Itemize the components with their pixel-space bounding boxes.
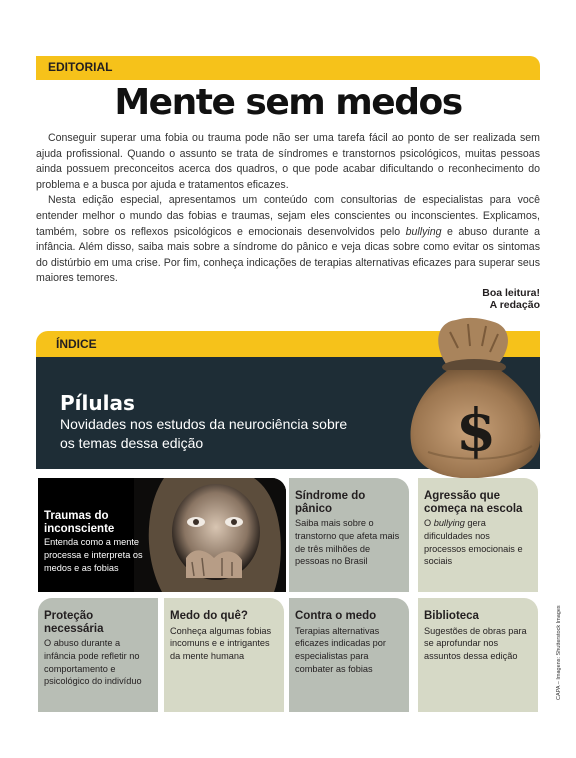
card-title: Medo do quê? bbox=[170, 610, 248, 622]
editorial-section-bar bbox=[36, 56, 540, 80]
card-text: Terapias alternativas eficazes indicadas por especialistas para combater as fobias bbox=[295, 625, 386, 674]
editorial-signoff bbox=[482, 287, 540, 311]
signoff-line-2: A redação bbox=[489, 299, 540, 311]
money-bag-image bbox=[398, 312, 548, 482]
card-text: Sugestões de obras para se aprofundar nos assuntos dessa edição bbox=[424, 625, 527, 662]
card-title: Proteção necessária bbox=[44, 610, 104, 635]
index-card-traumas[interactable] bbox=[38, 478, 286, 592]
card-title: Biblioteca bbox=[424, 610, 479, 622]
card-text: Saiba mais sobre o transtorno que afeta mais de três milhões de pessoas no Brasil bbox=[295, 518, 400, 567]
card-title: Síndrome do pânico bbox=[295, 490, 366, 515]
card-text: O bullying gera dificuldades nos processos emocionais e sociais bbox=[424, 518, 523, 567]
bullying-term: bullying bbox=[405, 225, 442, 238]
editorial-paragraph-1: Conseguir superar uma fobia ou trauma pode não ser uma tarefa fácil ao ponto de ser realizada sem ajuda profissional. Quando o assunto se trata de síndromes e transtornos psicológicos, muitas pessoas ainda possuem preconceitos acerca dos quadros, o que pode acabar dificultando o reconhecimento do problema e a busca por ajuda e tratamentos eficazes. bbox=[36, 132, 540, 191]
card-text: Conheça algumas fobias incomuns e e intrigantes da mente humana bbox=[170, 625, 272, 662]
image-credit: CAPA – Imagens: Shutterstock Images bbox=[556, 605, 562, 700]
page-title: Mente sem medos bbox=[114, 82, 462, 123]
card-title: Traumas do inconsciente bbox=[44, 510, 115, 535]
frightened-woman-photo bbox=[134, 478, 286, 592]
editorial-paragraph-2: Nesta edição especial, apresentamos um conteúdo com consultorias de especialistas para você entender melhor o mundo das fobias e traumas, sejam eles conscientes ou inconscientes. Explicamos, também, sobre os reflexos psicológicos e emocionais desenvolvidos pelo bullying e abuso durante a infância. Além disso, saiba mais sobre a síndrome do pânico e veja dicas sobre como evitar os sintomas do distúrbio em uma crise. Por fim, conheça indicações de terapias alternativas eficazes para superar seus maiores temores. bbox=[36, 194, 540, 285]
card-title: Contra o medo bbox=[295, 610, 377, 622]
index-card-protecao[interactable] bbox=[38, 598, 158, 712]
index-card-sindrome-panico[interactable] bbox=[289, 478, 409, 592]
pilulas-title: Pílulas bbox=[60, 391, 135, 415]
editorial-label: EDITORIAL bbox=[48, 60, 113, 74]
signoff-line-1: Boa leitura! bbox=[482, 287, 540, 299]
indice-label: ÍNDICE bbox=[56, 337, 97, 351]
pilulas-subtitle: Novidades nos estudos da neurociência sobre os temas dessa edição bbox=[60, 416, 348, 451]
index-card-medo-do-que[interactable] bbox=[164, 598, 284, 712]
card-title: Agressão que começa na escola bbox=[424, 490, 523, 515]
editorial-text bbox=[36, 131, 540, 287]
card-text: Entenda como a mente processa e interpreta os medos e as fobias bbox=[44, 537, 143, 573]
index-card-biblioteca[interactable] bbox=[418, 598, 538, 712]
card-text: O abuso durante a infância pode refletir no comportamento e psicológico do indivíduo bbox=[44, 638, 142, 687]
index-card-contra-o-medo[interactable] bbox=[289, 598, 409, 712]
svg-text:$: $ bbox=[455, 396, 497, 464]
index-card-agressao-escola[interactable] bbox=[418, 478, 538, 592]
